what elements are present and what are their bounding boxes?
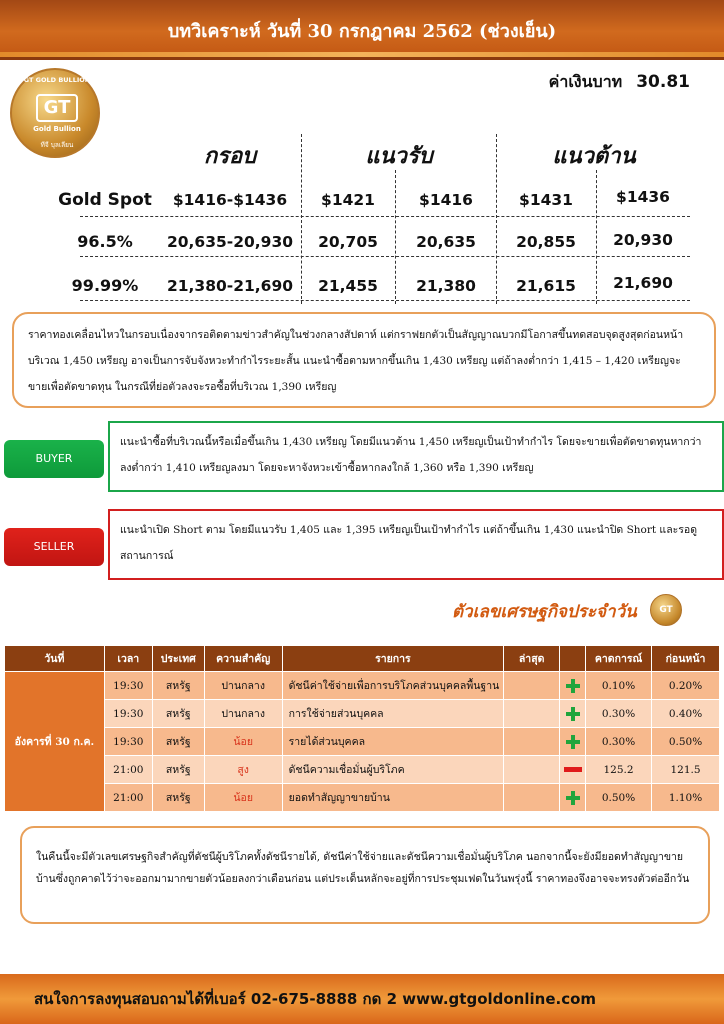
importance-cell: น้อย xyxy=(204,784,282,812)
col-forecast: คาดการณ์ xyxy=(586,646,652,672)
previous-cell: 0.20% xyxy=(652,672,720,700)
forecast-cell: 125.2 xyxy=(586,756,652,784)
logo-mark: GT xyxy=(36,94,78,122)
col-latest: ล่าสุด xyxy=(504,646,560,672)
support-2-cell: 20,635 xyxy=(416,233,476,251)
support-1-cell: $1421 xyxy=(321,191,375,209)
sign-cell xyxy=(560,672,586,700)
analysis-box xyxy=(12,312,716,408)
logo-bottom-text: ทีจี บุลเลียน xyxy=(40,141,74,149)
econ-section-title: ตัวเลขเศรษฐกิจประจำวัน xyxy=(452,602,637,622)
country-cell: สหรัฐ xyxy=(152,728,204,756)
previous-cell: 0.50% xyxy=(652,728,720,756)
col-sign xyxy=(560,646,586,672)
buyer-recommendation-box xyxy=(108,421,724,492)
plus-icon xyxy=(566,791,580,805)
previous-cell: 0.40% xyxy=(652,700,720,728)
resistance-2-cell: 20,930 xyxy=(613,231,673,249)
col-previous: ก่อนหน้า xyxy=(652,646,720,672)
support-1-cell: 21,455 xyxy=(318,277,378,295)
forecast-cell: 0.10% xyxy=(586,672,652,700)
seller-text: แนะนำเปิด Short ตาม โดยมีแนวรับ 1,405 และ 1,395 เหรียญเป็นเป้าทำกำไร แต่ถ้าขึ้นเกิน 1,430 แนะนำปิด Short และรอดูสถานการณ์ xyxy=(120,524,698,562)
col-country: ประเทศ xyxy=(152,646,204,672)
latest-cell xyxy=(504,728,560,756)
header-banner xyxy=(0,0,724,60)
table-row xyxy=(5,756,720,784)
resistance-2-cell: $1436 xyxy=(616,188,670,206)
resistance-2-cell: 21,690 xyxy=(613,274,673,292)
range-cell: $1416-$1436 xyxy=(172,191,288,209)
buyer-badge: BUYER xyxy=(4,440,104,478)
latest-cell xyxy=(504,756,560,784)
seller-recommendation-box xyxy=(108,509,724,580)
country-cell: สหรัฐ xyxy=(152,784,204,812)
exchange-label: ค่าเงินบาท xyxy=(548,72,623,91)
col-item: รายการ xyxy=(282,646,504,672)
sign-cell xyxy=(560,700,586,728)
minus-icon xyxy=(564,767,582,772)
support-2-cell: 21,380 xyxy=(416,277,476,295)
item-cell: ยอดทำสัญญาขายบ้าน xyxy=(282,784,504,812)
plus-icon xyxy=(566,707,580,721)
importance-cell: ปานกลาง xyxy=(204,672,282,700)
table-row xyxy=(5,728,720,756)
row-divider xyxy=(80,216,690,217)
col-time: เวลา xyxy=(104,646,152,672)
resistance-1-cell: $1431 xyxy=(519,191,573,209)
date-cell: อังคารที่ 30 ก.ค. xyxy=(5,672,105,812)
time-cell: 21:00 xyxy=(104,756,152,784)
sign-cell xyxy=(560,784,586,812)
logo-ring-text: GT GOLD BULLION xyxy=(23,76,91,84)
importance-cell: ปานกลาง xyxy=(204,700,282,728)
summary-box xyxy=(20,826,710,924)
summary-text: ในคืนนี้จะมีตัวเลขเศรษฐกิจสำคัญที่ดัชนีผู้บริโภคทั้งดัชนีรายได้, ดัชนีค่าใช้จ่ายและดัชนีความเชื่อมั่นผู้บริโภค นอกจากนี้จะยังมียอดทำสัญญาขายบ้านซึ่งถูกคาดไว้ว่าจะออกมามากขายตัวน้อยลงกว่าเดือนก่อน แต่ประเด็นหลักจะอยู่ที่การประชุมเฟดในวันพรุ่งนี้ ราคาทองจึงอาจจะทรงตัวต่ออีกวัน xyxy=(36,851,690,885)
col-date: วันที่ xyxy=(5,646,105,672)
previous-cell: 1.10% xyxy=(652,784,720,812)
resistance-1-cell: 20,855 xyxy=(516,233,576,251)
range-cell: 20,635-20,930 xyxy=(166,233,294,251)
exchange-value: 30.81 xyxy=(636,72,690,92)
page-title: บทวิเคราะห์ วันที่ 30 กรกฎาคม 2562 (ช่วงเย็น) xyxy=(167,21,557,42)
country-cell: สหรัฐ xyxy=(152,756,204,784)
seller-badge: SELLER xyxy=(4,528,104,566)
previous-cell: 121.5 xyxy=(652,756,720,784)
time-cell: 21:00 xyxy=(104,784,152,812)
forecast-cell: 0.30% xyxy=(586,728,652,756)
header-resistance: แนวต้าน xyxy=(552,143,636,169)
table-row xyxy=(5,672,720,700)
footer-contact-bar xyxy=(0,974,724,1024)
latest-cell xyxy=(504,784,560,812)
econ-calendar-table xyxy=(4,645,720,812)
time-cell: 19:30 xyxy=(104,700,152,728)
country-cell: สหรัฐ xyxy=(152,700,204,728)
forecast-cell: 0.30% xyxy=(586,700,652,728)
table-header-row xyxy=(5,646,720,672)
item-cell: ดัชนีความเชื่อมั่นผู้บริโภค xyxy=(282,756,504,784)
range-cell: 21,380-21,690 xyxy=(166,277,294,295)
header-support: แนวรับ xyxy=(365,143,433,169)
row-label-96: 96.5% xyxy=(77,232,133,251)
item-cell: ดัชนีค่าใช้จ่ายเพื่อการบริโภคส่วนบุคคลพื้นฐาน xyxy=(282,672,504,700)
table-row xyxy=(5,700,720,728)
row-label-gold-spot: Gold Spot xyxy=(58,190,152,210)
support-1-cell: 20,705 xyxy=(318,233,378,251)
forecast-cell: 0.50% xyxy=(586,784,652,812)
sign-cell xyxy=(560,728,586,756)
importance-cell: สูง xyxy=(204,756,282,784)
row-divider xyxy=(80,256,690,257)
buyer-text: แนะนำซื้อที่บริเวณนี้หรือเมื่อขึ้นเกิน 1,430 เหรียญ โดยมีแนวต้าน 1,450 เหรียญเป็นเป้าทำกำไร โดยจะขายเพื่อตัดขาดทุนหากว่าลงต่ำกว่า 1,410 เหรียญลงมา โดยจะหาจังหวะเข้าซื้อหากลงใกล้ 1,360 หรือ 1,390 เหรียญ xyxy=(120,436,702,474)
row-divider xyxy=(80,300,690,301)
latest-cell xyxy=(504,672,560,700)
gt-small-logo: GT xyxy=(650,594,682,626)
support-2-cell: $1416 xyxy=(419,191,473,209)
importance-cell: น้อย xyxy=(204,728,282,756)
analysis-text: ราคาทองเคลื่อนไหวในกรอบเนื่องจากรอติดตามข่าวสำคัญในช่วงกลางสัปดาห์ แต่กราฟยกตัวเป็นสัญญาณบวกมีโอกาสขึ้นทดสอบจุดสูงสุดก่อนหน้าบริเวณ 1,450 เหรียญ อาจเป็นการจับจังหวะทำกำไรระยะสั้น แนะนำซื้อตามหากขึ้นเกิน 1,430 เหรียญ แต่ถ้าลงต่ำกว่า 1,415 – 1,420 เหรียญจะขายเพื่อตัดขาดทุน ในกรณีที่ย่อตัวลงจะรอซื้อที่บริเวณ 1,390 เหรียญ xyxy=(28,329,684,393)
price-table xyxy=(50,134,690,304)
time-cell: 19:30 xyxy=(104,672,152,700)
plus-icon xyxy=(566,679,580,693)
country-cell: สหรัฐ xyxy=(152,672,204,700)
row-label-9999: 99.99% xyxy=(71,276,139,295)
item-cell: รายได้ส่วนบุคคล xyxy=(282,728,504,756)
logo-subtitle: Gold Bullion xyxy=(33,125,81,133)
header-accent-bar xyxy=(0,52,724,57)
header-range: กรอบ xyxy=(203,143,257,169)
latest-cell xyxy=(504,700,560,728)
plus-icon xyxy=(566,735,580,749)
table-row xyxy=(5,784,720,812)
resistance-1-cell: 21,615 xyxy=(516,277,576,295)
exchange-rate xyxy=(549,70,690,95)
col-importance: ความสำคัญ xyxy=(204,646,282,672)
footer-contact-text: สนใจการลงทุนสอบถามได้ที่เบอร์ 02-675-8888 กด 2 www.gtgoldonline.com xyxy=(34,990,597,1008)
sign-cell xyxy=(560,756,586,784)
item-cell: การใช้จ่ายส่วนบุคคล xyxy=(282,700,504,728)
time-cell: 19:30 xyxy=(104,728,152,756)
